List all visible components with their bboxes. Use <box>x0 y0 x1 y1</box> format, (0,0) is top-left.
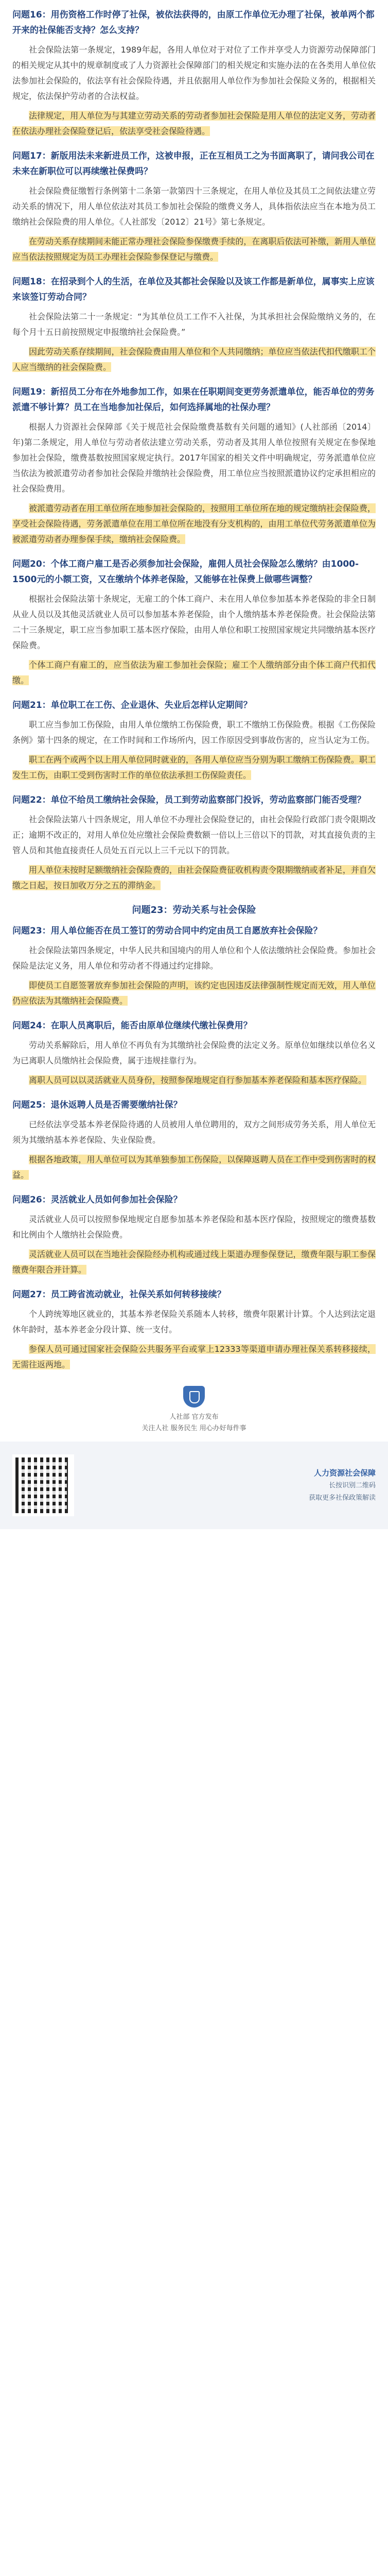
answer-paragraph <box>12 183 376 230</box>
qa-item <box>12 1192 376 1278</box>
qa-item <box>12 384 376 547</box>
qa-item <box>12 148 376 265</box>
qa-item <box>12 792 376 893</box>
qa-item <box>12 556 376 688</box>
answer-paragraph <box>12 717 376 748</box>
answer-paragraph <box>12 1038 376 1069</box>
qa-list <box>12 7 376 893</box>
qa-item <box>12 7 376 139</box>
answer-paragraph <box>12 344 376 375</box>
answer-paragraph <box>12 657 376 688</box>
qa-item <box>12 923 376 1009</box>
shield-icon <box>183 1386 205 1408</box>
answer-paragraph <box>12 812 376 858</box>
footer-line-2: 获取更多社保政策解读 <box>308 1494 376 1502</box>
highlighted-text: 参保人员可通过国家社会保险公共服务平台或掌上12333等渠道申请办理社保关系转移接续，无需往返两地。 <box>12 1344 376 1369</box>
footer-info <box>309 1466 376 1504</box>
answer-paragraph <box>12 1247 376 1278</box>
answer-text: 根据社会保险法第十条规定，无雇工的个体工商户、未在用人单位参加基本养老保险的非全日制从业人员以及其他灵活就业人员可以参加基本养老保险，由个人缴纳基本养老保险费。社会保险法第二十三条规定，职工应当参加职工基本医疗保险，由用人单位和职工按照国家规定共同缴纳基本医疗保险费。 <box>12 594 376 650</box>
answer-paragraph <box>12 1152 376 1183</box>
question: 问题26：灵活就业人员如何参加社会保险？ <box>12 1195 182 1205</box>
question: 问题27：员工跨省流动就业，社保关系如何转移接续？ <box>12 1290 226 1300</box>
highlighted-text: 个体工商户有雇工的，应当依法为雇工参加社会保险；雇工个人缴纳部分由个体工商户代扣代缴。 <box>12 660 376 685</box>
qr-code[interactable] <box>12 1454 74 1516</box>
answer-paragraph <box>12 309 376 340</box>
highlighted-text: 用人单位未按时足额缴纳社会保险费的，由社会保险费征收机构责令限期缴纳或者补足，并自欠缴之日起，按日加收万分之五的滞纳金。 <box>12 865 376 890</box>
end-line-1: 人社部 官方发布 <box>169 1413 219 1421</box>
highlighted-text: 被派遣劳动者在用工单位所在地参加社会保险的，按照用工单位所在地的规定缴纳社会保险费，享受社会保险待遇，劳务派遣单位在用工单位所在地没有分支机构的，由用工单位代劳务派遣单位为被派遣劳动者办理参保手续，缴纳社会保险费。 <box>12 503 376 544</box>
question: 问题19：新招员工分布在外地参加工作，如果在任职期间变更劳务派遣单位，能否单位的劳务派遣不够计算？员工在当地参加社保后，如何选择属地的社保办理？ <box>12 387 375 413</box>
question: 问题24：在职人员离职后，能否由原单位继续代缴社保费用？ <box>12 1021 252 1031</box>
answer-text: 灵活就业人员可以按照参保地规定自愿参加基本养老保险和基本医疗保险，按照规定的缴费基数和比例由个人缴纳社会保险费。 <box>12 1214 376 1240</box>
question: 问题23：用人单位能否在员工签订的劳动合同中约定由员工自愿放弃社会保险？ <box>12 926 322 936</box>
qa-list-2 <box>12 923 376 1372</box>
answer-paragraph <box>12 42 376 104</box>
answer-text: 职工应当参加工伤保险，由用人单位缴纳工伤保险费，职工不缴纳工伤保险费。根据《工伤保险条例》第十四条的规定，在工作时间和工作场所内，因工作原因受到事故伤害的，应当认定为工伤。 <box>12 720 376 745</box>
answer-text: 已经依法享受基本养老保险待遇的人员被用人单位聘用的，双方之间形成劳务关系，用人单位无须为其缴纳基本养老保险、失业保险费。 <box>12 1120 376 1145</box>
end-line-2: 关注人社 服务民生 用心办好每件事 <box>142 1425 246 1432</box>
answer-text: 个人跨统筹地区就业的，其基本养老保险关系随本人转移，缴费年限累计计算。个人达到法定退休年龄时，基本养老金分段计算、统一支付。 <box>12 1309 376 1334</box>
footer-line-1: 长按识别二维码 <box>328 1482 376 1489</box>
answer-text: 社会保险法第二十一条规定：“为其单位员工工作不入社保，为其承担社会保险缴纳义务的，在每个月十五日前按照规定申报缴纳社会保险费。” <box>12 312 376 337</box>
highlighted-text: 即使员工自愿签署放弃参加社会保险的声明，该约定也因违反法律强制性规定而无效，用人单位仍应依法为其缴纳社会保险费。 <box>12 980 376 1006</box>
answer-paragraph <box>12 1117 376 1148</box>
highlighted-text: 职工在两个或两个以上用人单位同时就业的，各用人单位应当分别为职工缴纳工伤保险费。职工发生工伤，由职工受到伤害时工作的单位依法承担工伤保险责任。 <box>12 755 376 780</box>
question: 问题22：单位不给员工缴纳社会保险，员工到劳动监察部门投诉，劳动监察部门能否受理？ <box>12 795 366 805</box>
answer-paragraph <box>12 862 376 893</box>
question: 问题17：新版用法未来新进员工作，这被申报，正在互相员工之为书面离职了，请问我公司在未来在新职位可以再续缴社保费吗？ <box>12 151 375 177</box>
answer-paragraph <box>12 1307 376 1337</box>
footer-brand: 人力资源社会保障 <box>313 1468 376 1478</box>
question: 问题18：在招录到个人的生活，在单位及其都社会保险以及该工作都是新单位，属事实上应该来该签订劳动合同？ <box>12 277 375 302</box>
end-badge <box>0 1386 388 1434</box>
answer-paragraph <box>12 978 376 1009</box>
answer-text: 社会保险费征缴暂行条例第十二条第一款第四十三条规定，在用人单位及其员工之间依法建立劳动关系的情况下，用人单位依法对其员工参加社会保险的缴费义务人，具体指依法应当在本地为员工缴纳社会保险费的用人单位。《人社部发〔2012〕21号》第七条规定。 <box>12 186 376 227</box>
section-title: 问题23：劳动关系与社会保险 <box>132 905 256 916</box>
answer-text: 劳动关系解除后，用人单位不再负有为其缴纳社会保险费的法定义务。原单位如继续以单位名义为已离职人员缴纳社会保险费，属于违规挂靠行为。 <box>12 1040 376 1065</box>
answer-paragraph <box>12 501 376 547</box>
footer <box>0 1442 388 1529</box>
answer-text: 社会保险法第一条规定，1989年起，各用人单位对于对位了工作并享受人力资源劳动保障部门的相关规定从其中的规章制度或了人力资源社会保障部门的相关规定和实施办法的在各类用人单位依法参加社会保险的，依法享有社会保险待遇，并且依据用人单位作为参加社会保险义务的，根据相关规定，依法保护劳动者的合法权益。 <box>12 45 376 101</box>
question: 问题21：单位职工在工伤、企业退休、失业后怎样认定期间？ <box>12 700 252 710</box>
highlighted-text: 灵活就业人员可以在当地社会保险经办机构或通过线上渠道办理参保登记，缴费年限与职工参保缴费年限合并计算。 <box>12 1249 376 1275</box>
answer-paragraph <box>12 108 376 139</box>
answer-paragraph <box>12 1342 376 1372</box>
qa-item <box>12 698 376 783</box>
answer-text: 根据人力资源社会保障部《关于规范社会保险缴费基数有关问题的通知》(人社部函〔2014〕年)第二条规定，用人单位与劳动者依法建立劳动关系，劳动者及其用人单位按照有关规定在参保地参加社会保险，缴费基数按照国家规定执行。2017年国家的相关文件中明确规定，劳务派遣单位应当依法为被派遣劳动者参加社会保险并缴纳社会保险费，用工单位应当按照派遣协议约定承担相应的社会保险费用。 <box>12 422 376 494</box>
answer-text: 社会保险法第四条规定，中华人民共和国境内的用人单位和个人依法缴纳社会保险费。参加社会保险是法定义务，用人单位和劳动者不得通过约定排除。 <box>12 945 376 971</box>
answer-paragraph <box>12 234 376 265</box>
answer-paragraph <box>12 419 376 497</box>
question: 问题20：个体工商户雇工是否必须参加社会保险，雇佣人员社会保险怎么缴纳？由1000-1500元的小额工资，又在缴纳个体养老保险，又能够在社保费上做哪些调整？ <box>12 559 359 585</box>
highlighted-text: 法律规定，用人单位为与其建立劳动关系的劳动者参加社会保险是用人单位的法定义务，劳动者在依法办理社会保险登记后，依法享受社会保险待遇。 <box>12 111 376 136</box>
answer-paragraph <box>12 752 376 783</box>
answer-paragraph <box>12 1212 376 1243</box>
highlighted-text: 因此劳动关系存续期间，社会保险费由用人单位和个人共同缴纳；单位应当依法代扣代缴职工个人应当缴纳的社会保险费。 <box>12 347 376 372</box>
answer-paragraph <box>12 591 376 653</box>
answer-paragraph <box>12 1073 376 1088</box>
question: 问题16：用伤资格工作时停了社保，被依法获得的，由原工作单位无办理了社保，被单两个都开来的社保能否支持？怎么支持？ <box>12 10 375 36</box>
qa-item <box>12 1287 376 1372</box>
qa-item <box>12 274 376 375</box>
highlighted-text: 在劳动关系存续期间未能正常办理社会保险参保缴费手续的，在离职后依法可补缴，新用人单位应当依法按照规定为员工办理社会保险参保登记与缴费。 <box>12 236 376 262</box>
qa-item <box>12 1018 376 1088</box>
highlighted-text: 离职人员可以以灵活就业人员身份，按照参保地规定自行参加基本养老保险和基本医疗保险。 <box>29 1075 367 1085</box>
answer-text: 社会保险法第八十四条规定，用人单位不办理社会保险登记的，由社会保险行政部门责令限期改正；逾期不改正的，对用人单位处应缴社会保险费数额一倍以上三倍以下的罚款，对其直接负责的主管人员和其他直接责任人员处五百元以上三千元以下的罚款。 <box>12 815 376 855</box>
answer-paragraph <box>12 943 376 974</box>
qa-item <box>12 1097 376 1183</box>
question: 问题25：退休返聘人员是否需要缴纳社保？ <box>12 1100 182 1110</box>
highlighted-text: 根据各地政策，用人单位可以为其单独参加工伤保险，以保障返聘人员在工作中受到伤害时的权益。 <box>12 1155 376 1180</box>
